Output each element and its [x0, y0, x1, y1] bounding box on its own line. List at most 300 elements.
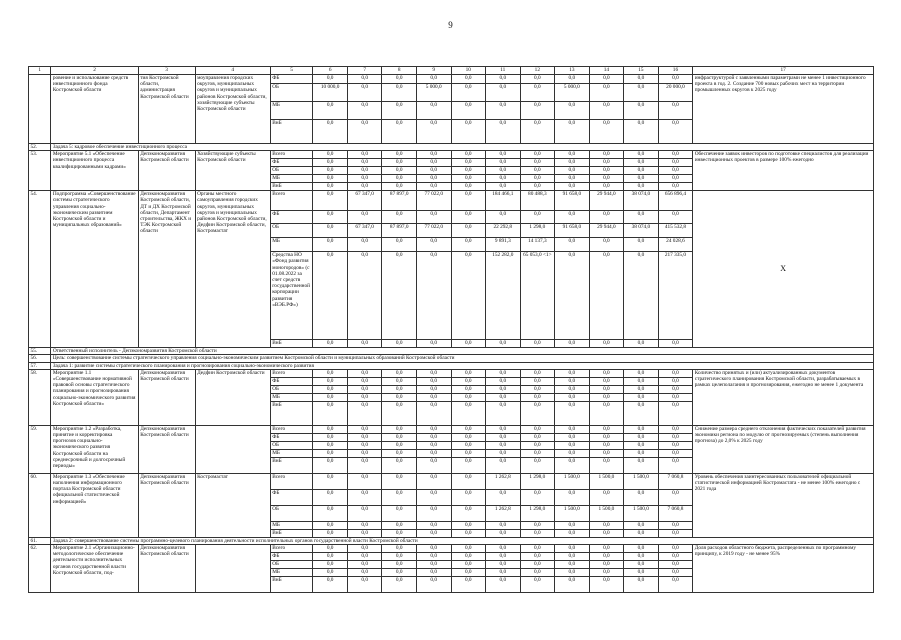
funding-source: ОБ [270, 385, 313, 393]
value-cell: 0,0 [555, 238, 590, 252]
value-cell: 0,0 [486, 553, 521, 561]
value-cell: 1 500,0 [589, 505, 624, 521]
value-cell: 67 347,0 [347, 191, 382, 211]
value-cell: 0,0 [451, 449, 486, 457]
value-cell: 0,0 [382, 175, 417, 183]
value-cell: 10 000,0 [313, 84, 348, 102]
value-cell: 0,0 [451, 553, 486, 561]
value-cell: 0,0 [416, 340, 451, 348]
value-cell: 0,0 [451, 393, 486, 401]
value-cell: 0,0 [555, 377, 590, 385]
value-cell: 0,0 [658, 521, 693, 529]
value-cell: 0,0 [589, 529, 624, 537]
value-cell: 0,0 [416, 102, 451, 120]
value-cell: 0,0 [658, 545, 693, 553]
value-cell: 0,0 [382, 433, 417, 441]
column-number: 5 [270, 67, 313, 75]
value-cell: 0,0 [347, 401, 382, 425]
value-cell: 80 488,3 [520, 191, 555, 211]
value-cell: 0,0 [520, 449, 555, 457]
value-cell: 0,0 [624, 529, 659, 537]
value-cell: 0,0 [589, 377, 624, 385]
value-cell: 152 282,0 [486, 252, 521, 340]
funding-source: ОБ [270, 167, 313, 175]
value-cell: 0,0 [486, 433, 521, 441]
value-cell: 0,0 [624, 441, 659, 449]
section-title: Ответственный исполнитель - Депэкономразвития Костромской области [51, 348, 874, 355]
cell-c3: Депэкономразвития Костромской области, ДТ и ДХ Костромской области, Департамент строительства, ЖКХ и ТЭК Костромской области [138, 191, 195, 348]
value-cell: 0,0 [486, 385, 521, 393]
value-cell: 0,0 [589, 545, 624, 553]
value-cell: 0,0 [313, 151, 348, 159]
value-cell: 0,0 [520, 441, 555, 449]
cell-c3: Депэкономразвития Костромской области [138, 473, 195, 537]
cell-c4 [195, 545, 270, 593]
value-cell: 0,0 [382, 238, 417, 252]
value-cell: 0,0 [520, 369, 555, 377]
value-cell: 0,0 [658, 433, 693, 441]
value-cell: 65 053,0 <1> [520, 252, 555, 340]
cell-c2: ровение и использование средств инвестиционного фонда Костромской области [51, 75, 138, 144]
value-cell: 29 944,0 [589, 224, 624, 238]
value-cell: 0,0 [347, 569, 382, 577]
value-cell: 0,0 [486, 151, 521, 159]
value-cell: 0,0 [416, 151, 451, 159]
value-cell: 0,0 [347, 449, 382, 457]
funding-source: ФБ [270, 159, 313, 167]
value-cell: 38 074,0 [624, 224, 659, 238]
page-number: 9 [448, 20, 453, 30]
value-cell: 0,0 [416, 577, 451, 593]
value-cell: 0,0 [347, 433, 382, 441]
value-cell: 0,0 [486, 457, 521, 473]
value-cell: 0,0 [658, 401, 693, 425]
value-cell: 0,0 [589, 238, 624, 252]
expected-result: Доля расходов областного бюджета, распределенных по программному принципу, к 2019 году - не менее 95% [693, 545, 874, 593]
value-cell: 0,0 [347, 167, 382, 175]
value-cell: 0,0 [520, 401, 555, 425]
value-cell: 0,0 [658, 340, 693, 348]
value-cell: 0,0 [658, 175, 693, 183]
value-cell: 1 500,0 [589, 473, 624, 489]
value-cell: 0,0 [658, 167, 693, 175]
value-cell: 0,0 [313, 183, 348, 191]
value-cell: 0,0 [520, 433, 555, 441]
cell-c4 [195, 425, 270, 473]
value-cell: 0,0 [486, 545, 521, 553]
funding-source: Всего [270, 191, 313, 211]
funding-source: ОБ [270, 505, 313, 521]
value-cell: 0,0 [624, 393, 659, 401]
value-cell: 0,0 [555, 449, 590, 457]
section-title: Задача 2: совершенствование системы программно-целевого планирования деятельности исполнительных органов государственной власти Костромской области [51, 537, 874, 544]
value-cell: 0,0 [382, 545, 417, 553]
value-cell: 0,0 [520, 84, 555, 102]
value-cell: 0,0 [451, 120, 486, 144]
value-cell: 0,0 [382, 577, 417, 593]
value-cell: 0,0 [313, 561, 348, 569]
value-cell: 0,0 [347, 369, 382, 377]
value-cell: 0,0 [555, 441, 590, 449]
value-cell: 0,0 [624, 340, 659, 348]
value-cell: 0,0 [451, 183, 486, 191]
value-cell: 0,0 [382, 401, 417, 425]
value-cell: 0,0 [589, 521, 624, 529]
value-cell: 0,0 [382, 449, 417, 457]
value-cell: 0,0 [416, 211, 451, 224]
value-cell: 0,0 [555, 369, 590, 377]
value-cell: 0,0 [658, 449, 693, 457]
value-cell: 0,0 [451, 425, 486, 433]
funding-source: ВнБ [270, 120, 313, 144]
value-cell: 91 658,0 [555, 224, 590, 238]
value-cell: 0,0 [451, 505, 486, 521]
column-number: 9 [416, 67, 451, 75]
value-cell: 0,0 [382, 425, 417, 433]
value-cell: 0,0 [520, 425, 555, 433]
value-cell: 14 137,3 [520, 238, 555, 252]
value-cell: 0,0 [486, 377, 521, 385]
value-cell: 87 897,0 [382, 191, 417, 211]
row-number: 53. [29, 151, 51, 191]
value-cell: 0,0 [313, 505, 348, 521]
row-number: 57. [29, 362, 51, 369]
value-cell: 0,0 [624, 120, 659, 144]
value-cell: 0,0 [347, 385, 382, 393]
value-cell: 0,0 [416, 425, 451, 433]
value-cell: 0,0 [313, 473, 348, 489]
value-cell: 0,0 [624, 377, 659, 385]
value-cell: 0,0 [555, 167, 590, 175]
funding-source: ВнБ [270, 401, 313, 425]
cell-c2: Мероприятие 1.3 «Обеспечение наполнения информационного портала Костромской области официальной статистической информацией» [51, 473, 138, 537]
value-cell: 0,0 [486, 393, 521, 401]
funding-source: МБ [270, 569, 313, 577]
value-cell: 0,0 [624, 211, 659, 224]
value-cell: 0,0 [589, 151, 624, 159]
value-cell: 0,0 [451, 577, 486, 593]
row-number: 52. [29, 144, 51, 151]
cell-c4: Органы местного самоуправления городских округов, муниципальных округов и муниципальных районов Костромской области, Дедфин Костромской области, Костромастат [195, 191, 270, 348]
value-cell: 0,0 [589, 385, 624, 393]
column-number-row [29, 67, 874, 75]
value-cell: 0,0 [520, 521, 555, 529]
value-cell: 0,0 [347, 393, 382, 401]
row-number: 58. [29, 369, 51, 425]
value-cell: 5 000,0 [416, 84, 451, 102]
value-cell: 1 500,0 [555, 473, 590, 489]
cell-c2: Мероприятие 1.2 «Разработка, принятие и корректировка прогнозов социально-экономического развития Костромской области на среднесрочный и долгосрочный периоды» [51, 425, 138, 473]
value-cell: 0,0 [520, 377, 555, 385]
value-cell: 0,0 [555, 120, 590, 144]
value-cell: 0,0 [555, 433, 590, 441]
value-cell: 0,0 [416, 393, 451, 401]
value-cell: 0,0 [382, 84, 417, 102]
cell-c2: Мероприятие 2.1 «Организационно-методологическое обеспечение деятельности исполнительных органов государственной власти Костромской области, под- [51, 545, 138, 593]
funding-source: ВнБ [270, 340, 313, 348]
value-cell: 0,0 [624, 401, 659, 425]
value-cell: 0,0 [589, 449, 624, 457]
funding-source: ФБ [270, 489, 313, 505]
value-cell: 0,0 [589, 167, 624, 175]
value-cell: 0,0 [347, 159, 382, 167]
value-cell: 0,0 [347, 84, 382, 102]
value-cell: 0,0 [486, 167, 521, 175]
value-cell: 0,0 [555, 175, 590, 183]
value-cell: 0,0 [658, 553, 693, 561]
column-number: 15 [624, 67, 659, 75]
value-cell: 7 060,8 [658, 505, 693, 521]
value-cell: 0,0 [313, 224, 348, 238]
value-cell: 0,0 [520, 211, 555, 224]
value-cell: 0,0 [416, 120, 451, 144]
cell-c3: Депэкономразвития Костромской области [138, 151, 195, 191]
funding-source: ОБ [270, 84, 313, 102]
value-cell: 0,0 [416, 457, 451, 473]
value-cell: 0,0 [624, 545, 659, 553]
value-cell: 0,0 [313, 433, 348, 441]
value-cell: 0,0 [658, 377, 693, 385]
value-cell: 0,0 [486, 102, 521, 120]
column-number: 2 [51, 67, 138, 75]
row-number: 61. [29, 537, 51, 544]
value-cell: 0,0 [347, 120, 382, 144]
cell-c2: Мероприятие 1.1 «Совершенствование нормативной правовой основы стратегического планирования и прогнозирования социально-экономического развития Костромской области» [51, 369, 138, 425]
value-cell: 0,0 [624, 238, 659, 252]
funding-source: Всего [270, 425, 313, 433]
value-cell: 0,0 [451, 151, 486, 159]
value-cell: 0,0 [347, 252, 382, 340]
value-cell: 0,0 [313, 545, 348, 553]
table-row [29, 369, 874, 377]
value-cell: 0,0 [347, 175, 382, 183]
value-cell: 0,0 [313, 377, 348, 385]
column-number: 6 [313, 67, 348, 75]
value-cell: 0,0 [555, 102, 590, 120]
value-cell: 0,0 [382, 489, 417, 505]
value-cell: 0,0 [624, 151, 659, 159]
value-cell: 0,0 [486, 561, 521, 569]
row-number: 56. [29, 355, 51, 362]
value-cell: 0,0 [486, 211, 521, 224]
value-cell: 0,0 [486, 175, 521, 183]
value-cell: 0,0 [589, 441, 624, 449]
value-cell: 0,0 [451, 521, 486, 529]
funding-source: Всего [270, 369, 313, 377]
value-cell: 0,0 [624, 561, 659, 569]
value-cell: 0,0 [589, 175, 624, 183]
value-cell: 0,0 [486, 84, 521, 102]
expected-result: X [693, 191, 874, 348]
value-cell: 0,0 [589, 569, 624, 577]
value-cell: 0,0 [382, 473, 417, 489]
value-cell: 0,0 [658, 211, 693, 224]
value-cell: 0,0 [555, 75, 590, 84]
value-cell: 1 262,8 [486, 473, 521, 489]
value-cell: 0,0 [347, 545, 382, 553]
funding-source: ФБ [270, 377, 313, 385]
value-cell: 0,0 [382, 393, 417, 401]
value-cell: 0,0 [313, 191, 348, 211]
cell-c4: Костромастат [195, 473, 270, 537]
value-cell: 0,0 [624, 369, 659, 377]
table-row [29, 473, 874, 489]
value-cell: 415 532,8 [658, 224, 693, 238]
value-cell: 0,0 [520, 393, 555, 401]
value-cell: 24 028,6 [658, 238, 693, 252]
column-number: 17 [693, 67, 874, 75]
value-cell: 0,0 [382, 377, 417, 385]
value-cell: 0,0 [347, 505, 382, 521]
value-cell: 0,0 [382, 569, 417, 577]
value-cell: 0,0 [347, 553, 382, 561]
value-cell: 0,0 [589, 401, 624, 425]
value-cell: 0,0 [451, 369, 486, 377]
value-cell: 0,0 [589, 120, 624, 144]
funding-source: ФБ [270, 211, 313, 224]
value-cell: 29 944,0 [589, 191, 624, 211]
value-cell: 0,0 [416, 521, 451, 529]
column-number: 11 [486, 67, 521, 75]
value-cell: 0,0 [486, 401, 521, 425]
value-cell: 91 658,0 [555, 191, 590, 211]
value-cell: 0,0 [555, 159, 590, 167]
section-title: Цель: совершенствование системы стратегического управления социально-экономическим развитием Костромской области и муниципальных образований Костромской области [51, 355, 874, 362]
value-cell: 0,0 [589, 393, 624, 401]
value-cell: 0,0 [382, 553, 417, 561]
table-row [29, 151, 874, 159]
value-cell: 0,0 [658, 489, 693, 505]
value-cell: 0,0 [658, 561, 693, 569]
value-cell: 0,0 [555, 569, 590, 577]
value-cell: 0,0 [658, 120, 693, 144]
value-cell: 0,0 [555, 457, 590, 473]
value-cell: 0,0 [313, 521, 348, 529]
row-number: 62. [29, 545, 51, 593]
funding-source: ВнБ [270, 577, 313, 593]
value-cell: 0,0 [589, 553, 624, 561]
funding-source: ВнБ [270, 183, 313, 191]
value-cell: 1 298,0 [520, 224, 555, 238]
value-cell: 0,0 [520, 151, 555, 159]
value-cell: 0,0 [382, 441, 417, 449]
row-number: 55. [29, 348, 51, 355]
value-cell: 7 060,8 [658, 473, 693, 489]
column-number: 1 [29, 67, 51, 75]
value-cell: 0,0 [382, 529, 417, 537]
value-cell: 0,0 [416, 553, 451, 561]
value-cell: 0,0 [347, 102, 382, 120]
value-cell: 0,0 [382, 505, 417, 521]
value-cell: 0,0 [382, 183, 417, 191]
value-cell: 0,0 [520, 340, 555, 348]
value-cell: 0,0 [451, 545, 486, 553]
value-cell: 0,0 [347, 441, 382, 449]
budget-table [28, 66, 874, 593]
funding-source: ФБ [270, 553, 313, 561]
column-number: 14 [589, 67, 624, 75]
value-cell: 0,0 [416, 561, 451, 569]
funding-source: МБ [270, 521, 313, 529]
value-cell: 0,0 [486, 75, 521, 84]
cell-c2: Мероприятие 5.1 «Обеспечение инвестиционного процесса квалифицированными кадрами» [51, 151, 138, 191]
value-cell: 0,0 [382, 159, 417, 167]
value-cell: 1 298,0 [520, 473, 555, 489]
value-cell: 0,0 [486, 529, 521, 537]
section-title: Задача 1: развитие системы стратегического планирования и прогнозирования социально-экономического развития [51, 362, 874, 369]
funding-source: МБ [270, 449, 313, 457]
value-cell: 0,0 [416, 433, 451, 441]
value-cell: 0,0 [520, 457, 555, 473]
value-cell: 0,0 [451, 561, 486, 569]
value-cell: 0,0 [313, 529, 348, 537]
value-cell: 0,0 [313, 75, 348, 84]
value-cell: 0,0 [624, 75, 659, 84]
cell-c3: Депэкономразвития Костромской области [138, 545, 195, 593]
value-cell: 0,0 [347, 529, 382, 537]
value-cell: 0,0 [451, 529, 486, 537]
column-number: 12 [520, 67, 555, 75]
value-cell: 0,0 [313, 167, 348, 175]
cell-c3: Депэкономразвития Костромской области [138, 425, 195, 473]
value-cell: 0,0 [451, 377, 486, 385]
value-cell: 0,0 [382, 521, 417, 529]
value-cell: 1 298,0 [520, 505, 555, 521]
value-cell: 0,0 [520, 569, 555, 577]
value-cell: 0,0 [520, 167, 555, 175]
value-cell: 0,0 [486, 425, 521, 433]
value-cell: 0,0 [624, 175, 659, 183]
value-cell: 0,0 [520, 529, 555, 537]
value-cell: 0,0 [624, 489, 659, 505]
value-cell: 0,0 [555, 577, 590, 593]
funding-source: ОБ [270, 224, 313, 238]
funding-source: ОБ [270, 561, 313, 569]
value-cell: 0,0 [313, 489, 348, 505]
expected-result: Обеспечение заявок инвесторов по подготовке специалистов для реализации инвестиционных проектов в размере 100% ежегодно [693, 151, 874, 191]
expected-result: Уровень обеспечения заинтересованных пользователей официальной статистической информацией Костромастата - не менее 100% ежегодно с 2021 года [693, 473, 874, 537]
value-cell: 0,0 [589, 340, 624, 348]
value-cell: 0,0 [555, 561, 590, 569]
value-cell: 0,0 [589, 369, 624, 377]
value-cell: 0,0 [313, 449, 348, 457]
value-cell: 0,0 [347, 183, 382, 191]
value-cell: 0,0 [347, 489, 382, 505]
value-cell: 0,0 [416, 385, 451, 393]
value-cell: 0,0 [451, 433, 486, 441]
section-row [29, 355, 874, 362]
value-cell: 0,0 [451, 238, 486, 252]
value-cell: 0,0 [416, 441, 451, 449]
value-cell: 0,0 [451, 457, 486, 473]
value-cell: 0,0 [347, 457, 382, 473]
value-cell: 0,0 [313, 385, 348, 393]
value-cell: 0,0 [313, 441, 348, 449]
value-cell: 0,0 [451, 159, 486, 167]
funding-source: ВнБ [270, 457, 313, 473]
value-cell: 0,0 [589, 211, 624, 224]
column-number: 13 [555, 67, 590, 75]
value-cell: 0,0 [555, 252, 590, 340]
value-cell: 0,0 [624, 425, 659, 433]
value-cell: 0,0 [624, 84, 659, 102]
value-cell: 0,0 [624, 577, 659, 593]
value-cell: 0,0 [658, 385, 693, 393]
row-number: 59. [29, 425, 51, 473]
value-cell: 0,0 [624, 385, 659, 393]
value-cell: 0,0 [486, 183, 521, 191]
value-cell: 0,0 [589, 252, 624, 340]
